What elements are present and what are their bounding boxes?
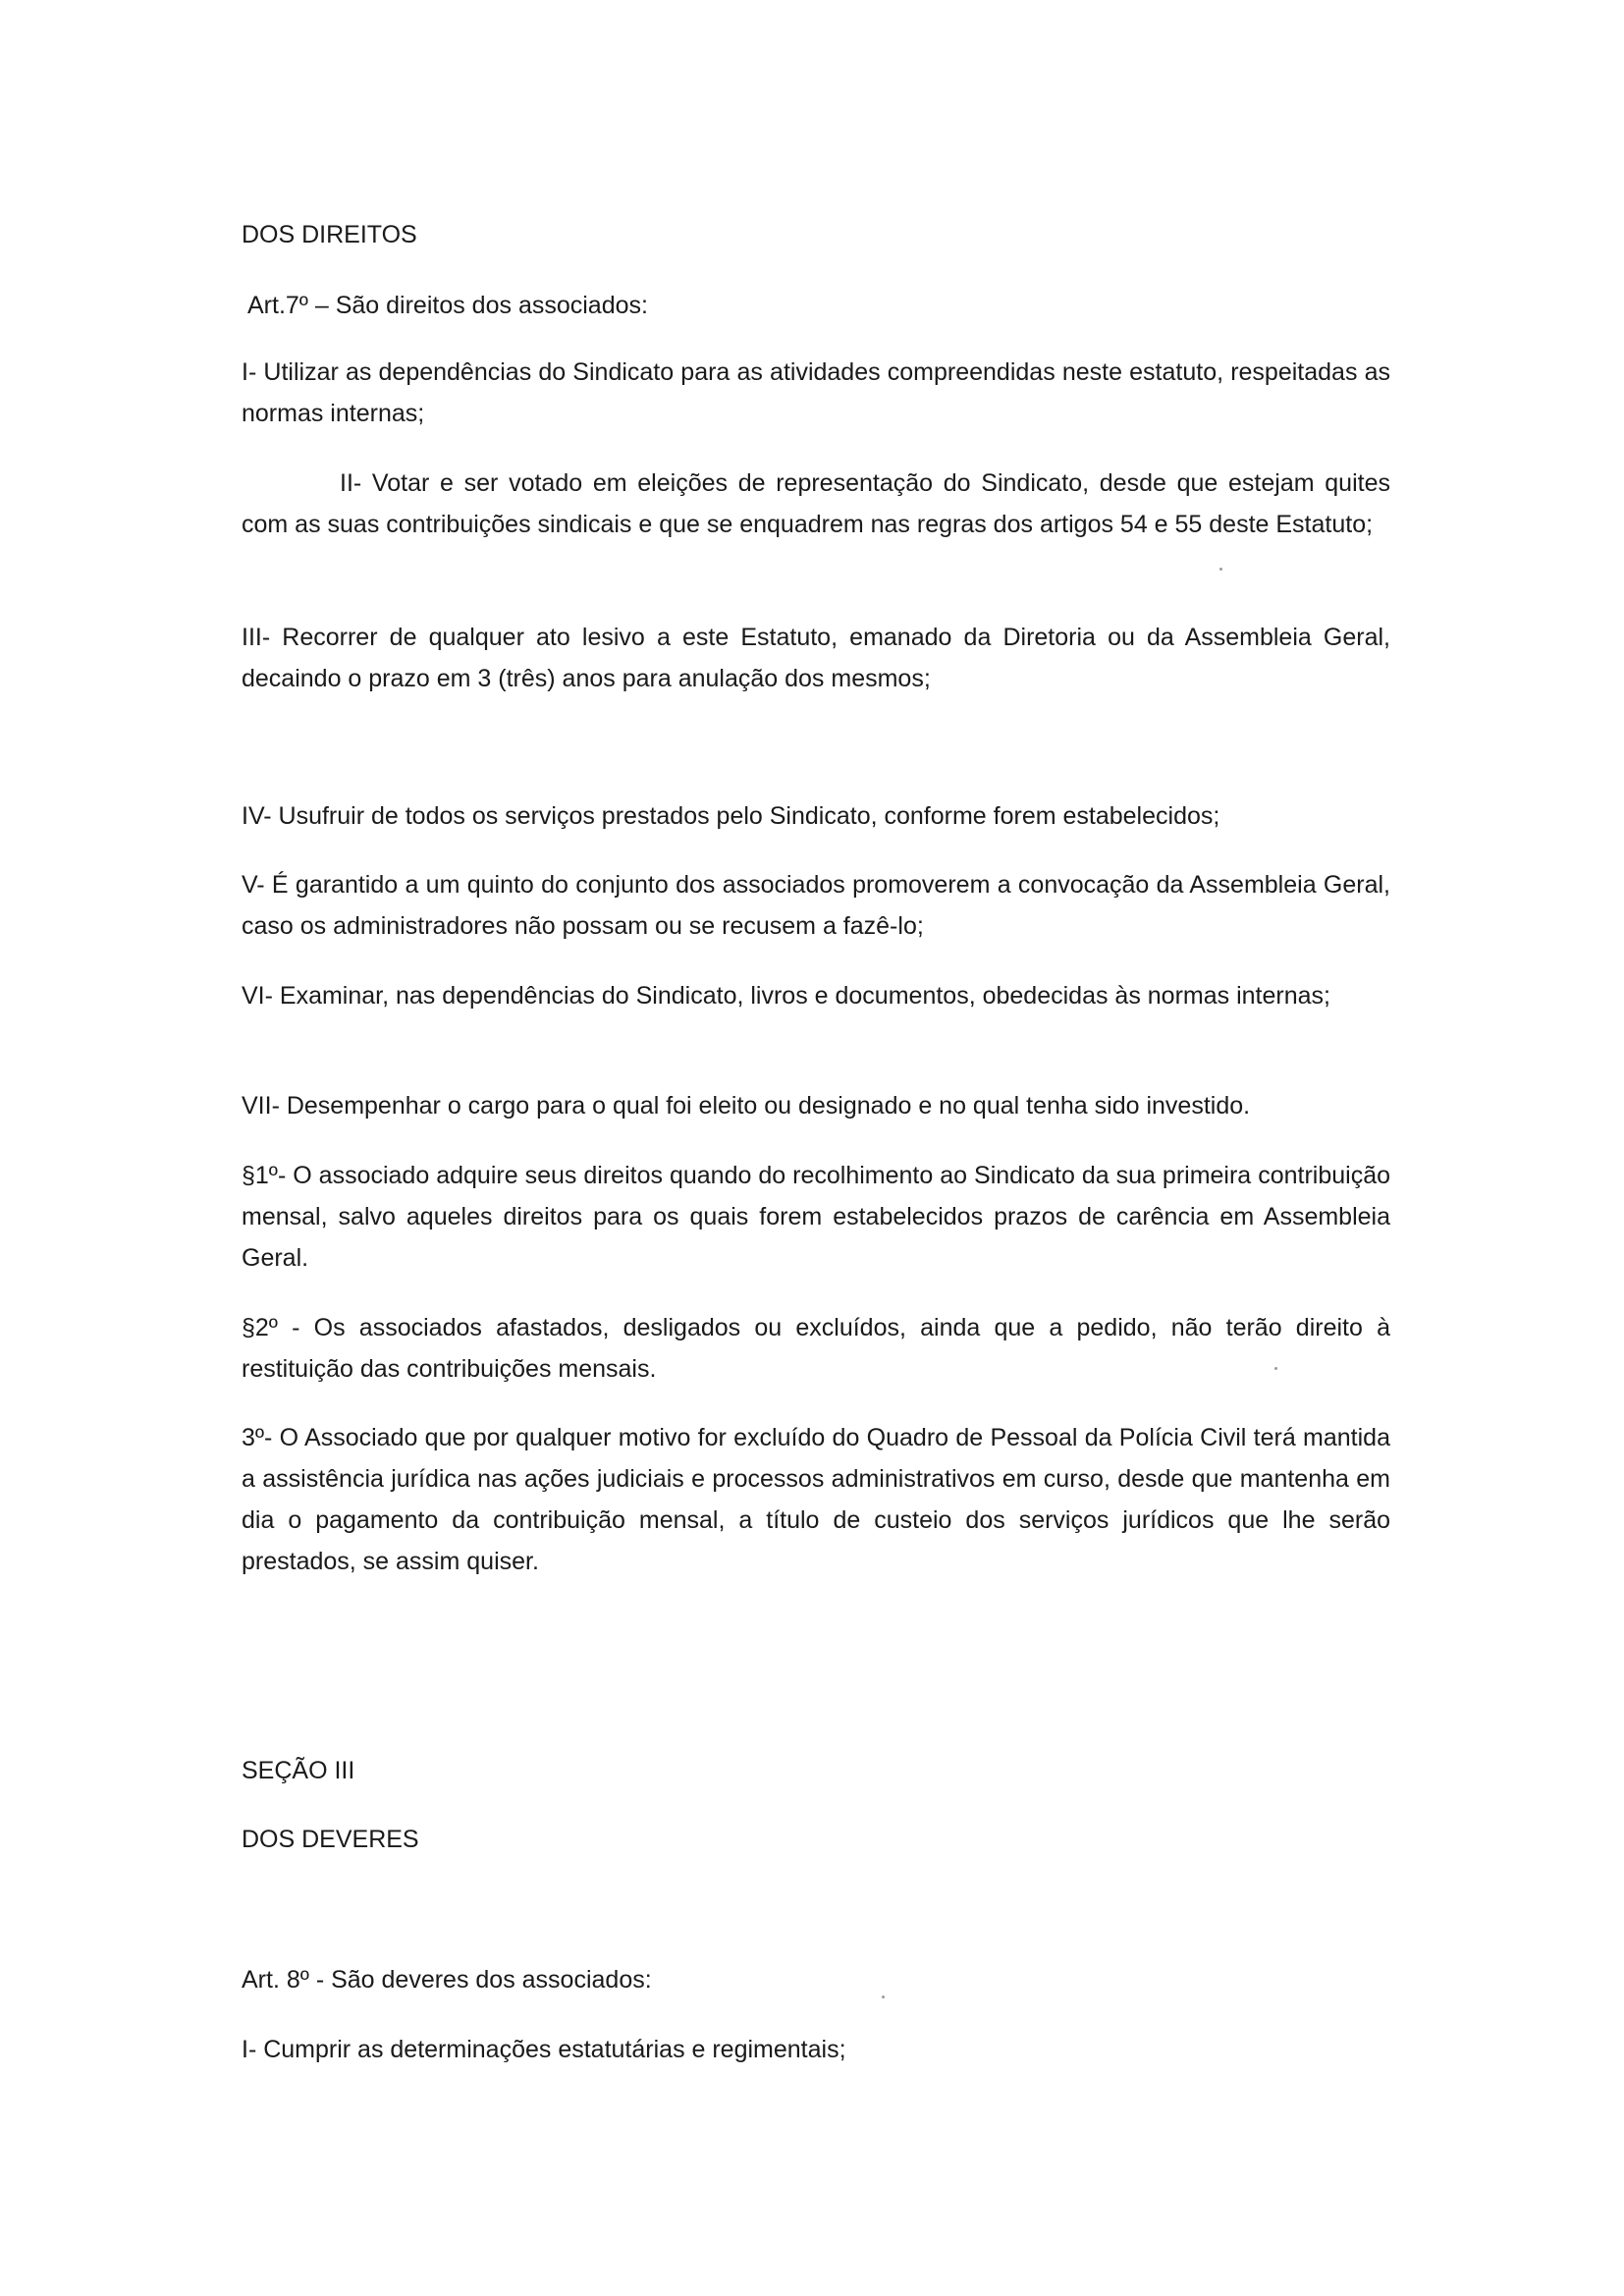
- section-title: SEÇÃO III: [242, 1757, 355, 1784]
- duty-item-1: I- Cumprir as determinações estatutárias e regimentais;: [242, 2036, 846, 2063]
- scan-speck: [1274, 1367, 1277, 1370]
- scan-speck: [882, 1995, 885, 1998]
- right-item-3: III- Recorrer de qualquer ato lesivo a este Estatuto, emanado da Diretoria ou da Assembleia Geral, decaindo o prazo em 3 (três) anos para anulação dos mesmos;: [242, 624, 1390, 692]
- heading-dos-deveres: DOS DEVERES: [242, 1826, 419, 1853]
- right-item-7: VII- Desempenhar o cargo para o qual foi eleito ou designado e no qual tenha sido investido.: [242, 1092, 1251, 1120]
- paragraph-2: §2º - Os associados afastados, desligados ou excluídos, ainda que a pedido, não terão direito à restituição das contribuições mensais.: [242, 1314, 1390, 1383]
- right-item-1: I- Utilizar as dependências do Sindicato para as atividades compreendidas neste estatuto, respeitadas as normas internas;: [242, 358, 1390, 427]
- paragraph-1: §1º- O associado adquire seus direitos quando do recolhimento ao Sindicato da sua primeira contribuição mensal, salvo aqueles direitos para os quais forem estabelecidos prazos de carência em Assembleia Geral.: [242, 1162, 1390, 1272]
- heading-dos-direitos: DOS DIREITOS: [242, 221, 417, 248]
- article-8-intro: Art. 8º - São deveres dos associados:: [242, 1966, 652, 1994]
- paragraph-3: 3º- O Associado que por qualquer motivo for excluído do Quadro de Pessoal da Polícia Civil terá mantida a assistência jurídica nas ações judiciais e processos administrativos em curso, desde que mantenha em dia o pagamento da contribuição mensal, a título de custeio dos serviços jurídicos que lhe serão prestados, se assim quiser.: [242, 1424, 1390, 1575]
- right-item-6: VI- Examinar, nas dependências do Sindicato, livros e documentos, obedecidas às normas internas;: [242, 982, 1330, 1010]
- article-7-intro: Art.7º – São direitos dos associados:: [247, 292, 648, 319]
- right-item-2: II- Votar e ser votado em eleições de representação do Sindicato, desde que estejam quites com as suas contribuições sindicais e que se enquadrem nas regras dos artigos 54 e 55 deste Estatuto;: [242, 469, 1390, 538]
- right-item-5: V- É garantido a um quinto do conjunto dos associados promoverem a convocação da Assembleia Geral, caso os administradores não possam ou se recusem a fazê-lo;: [242, 871, 1390, 940]
- scan-speck: [1219, 568, 1222, 571]
- right-item-4: IV- Usufruir de todos os serviços prestados pelo Sindicato, conforme forem estabelecidos;: [242, 802, 1220, 830]
